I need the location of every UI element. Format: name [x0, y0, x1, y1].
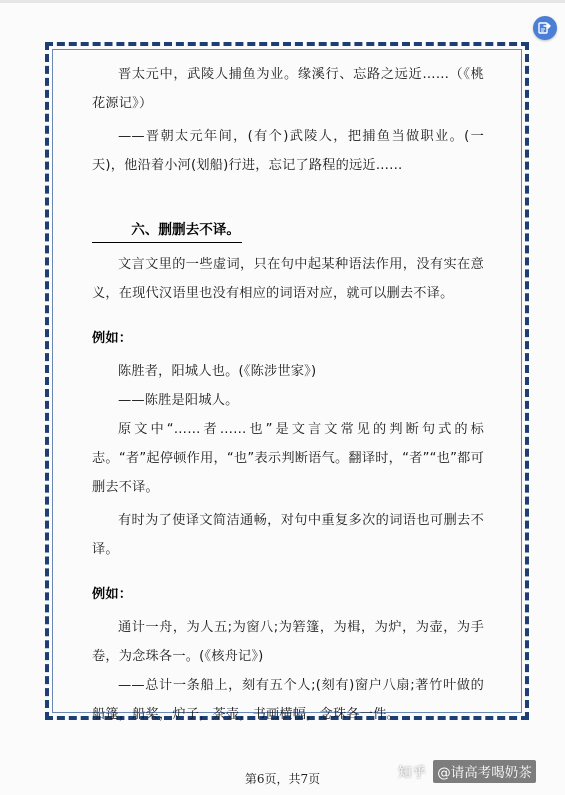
- watermark-handle: @请高考喝奶茶: [433, 760, 536, 783]
- page-top-edge: [0, 0, 565, 3]
- document-body: [92, 60, 484, 729]
- watermark-site: 知乎: [398, 765, 427, 781]
- paragraph-analysis: 原文中“……者……也”是文言文常见的判断句式的标志。“者”起停顿作用，“也”表示判断语气。翻译时，“者”“也”都可删去不译。: [92, 422, 484, 495]
- example-label-2: 例如：: [92, 587, 133, 602]
- paragraph-explanation: 文言文里的一些虚词，只在句中起某种语法作用，没有实在意义，在现代汉语里也没有相应的词语对应，就可以删去不译。: [92, 257, 484, 301]
- section-heading: 六、删删去不译。: [92, 218, 242, 243]
- example-label: 例如：: [92, 331, 133, 346]
- paragraph-translation-1: ——晋朝太元年间，(有个)武陵人，把捕鱼当做职业。(一天)，他沿着小河(划船)行进，忘记了路程的远近……: [92, 129, 484, 173]
- paragraph-example-2-original: 通计一舟，为人五;为窗八;为箬篷，为楫，为炉，为壶，为手卷，为念珠各一。(《核舟记》): [92, 620, 484, 664]
- paragraph-quote-taohuayuanji: 晋太元中，武陵人捕鱼为业。缘溪行、忘路之远近……（《桃花源记》）: [92, 67, 484, 111]
- paragraph-example-translation: ——陈胜是阳城人。: [118, 393, 239, 408]
- paragraph-note: 有时为了使译文简洁通畅，对句中重复多次的词语也可删去不译。: [92, 513, 484, 557]
- section-heading-wrap: [92, 218, 484, 246]
- paragraph-example-2-translation: ——总计一条船上，刻有五个人;(刻有)窗户八扇;著竹叶做的船篷，船桨，炉子，茶壶，书画横幅，念珠各一件。: [92, 678, 484, 722]
- document-convert-icon: [538, 21, 552, 35]
- document-convert-button[interactable]: [533, 16, 557, 40]
- paragraph-example-original: 陈胜者，阳城人也。(《陈涉世家》): [118, 364, 317, 379]
- zhihu-watermark: [398, 760, 536, 782]
- page-indicator: 第6页，共7页: [244, 772, 321, 786]
